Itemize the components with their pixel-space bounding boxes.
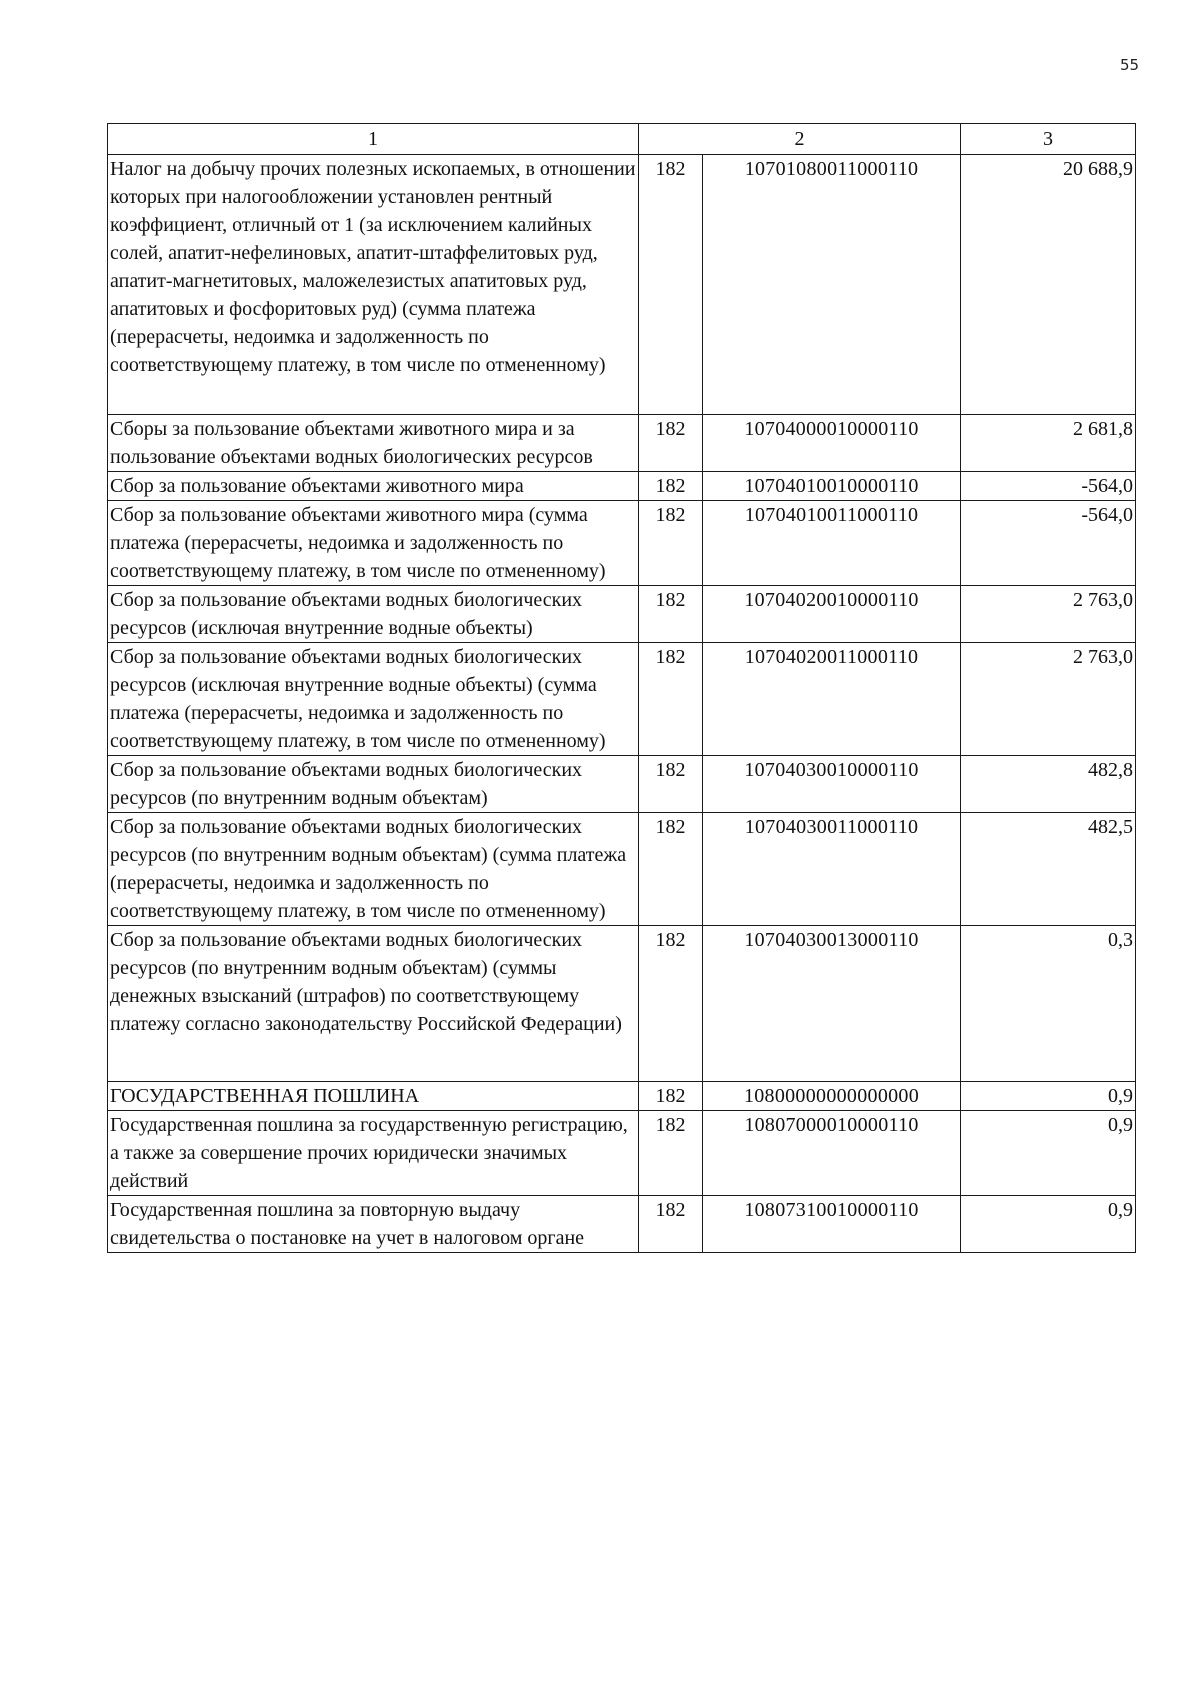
row-name: Сбор за пользование объектами водных биологических ресурсов (по внутренним водным объектам) (суммы денежных взысканий (штрафов) по соответствующему платежу согласно законодательству Российской Федерации) <box>108 926 639 1082</box>
row-name: Сбор за пользование объектами животного мира <box>108 472 639 501</box>
table-row <box>108 1082 1136 1111</box>
row-admin-code: 182 <box>639 1111 703 1196</box>
row-sum: 0,9 <box>961 1196 1136 1253</box>
row-budget-code: 10704020011000110 <box>703 643 961 756</box>
row-admin-code: 182 <box>639 155 703 415</box>
revenue-table <box>107 123 1136 1253</box>
row-name: Сбор за пользование объектами водных биологических ресурсов (по внутренним водным объектам) (сумма платежа (перерасчеты, недоимка и задолженность по соответствующему платежу, в том числе по отмененному) <box>108 813 639 926</box>
table-row <box>108 501 1136 586</box>
row-sum: 2 681,8 <box>961 415 1136 472</box>
row-budget-code: 10704000010000110 <box>703 415 961 472</box>
row-admin-code: 182 <box>639 1082 703 1111</box>
page-number: 55 <box>1120 56 1140 74</box>
row-name: Сбор за пользование объектами водных биологических ресурсов (по внутренним водным объектам) <box>108 756 639 813</box>
row-admin-code: 182 <box>639 926 703 1082</box>
row-budget-code: 10701080011000110 <box>703 155 961 415</box>
row-name: Государственная пошлина за государственную регистрацию, а также за совершение прочих юридически значимых действий <box>108 1111 639 1196</box>
row-name: Сбор за пользование объектами животного мира (сумма платежа (перерасчеты, недоимка и задолженность по соответствующему платежу, в том числе по отмененному) <box>108 501 639 586</box>
table-row <box>108 643 1136 756</box>
table-header-row <box>108 124 1136 155</box>
row-name: Сбор за пользование объектами водных биологических ресурсов (исключая внутренние водные объекты) <box>108 586 639 643</box>
header-col-3: 3 <box>961 124 1136 155</box>
row-admin-code: 182 <box>639 1196 703 1253</box>
row-sum: 2 763,0 <box>961 586 1136 643</box>
row-admin-code: 182 <box>639 643 703 756</box>
row-sum: 0,3 <box>961 926 1136 1082</box>
row-sum: -564,0 <box>961 501 1136 586</box>
header-col-1: 1 <box>108 124 639 155</box>
row-name: Государственная пошлина за повторную выдачу свидетельства о постановке на учет в налоговом органе <box>108 1196 639 1253</box>
row-admin-code: 182 <box>639 415 703 472</box>
row-sum: 20 688,9 <box>961 155 1136 415</box>
row-sum: 482,8 <box>961 756 1136 813</box>
table-row <box>108 1196 1136 1253</box>
table-row <box>108 415 1136 472</box>
table-row <box>108 586 1136 643</box>
row-budget-code: 10807310010000110 <box>703 1196 961 1253</box>
row-admin-code: 182 <box>639 586 703 643</box>
row-budget-code: 10704030010000110 <box>703 756 961 813</box>
row-sum: 482,5 <box>961 813 1136 926</box>
row-budget-code: 10704010011000110 <box>703 501 961 586</box>
row-admin-code: 182 <box>639 756 703 813</box>
row-sum: 0,9 <box>961 1082 1136 1111</box>
table-row <box>108 756 1136 813</box>
row-name: ГОСУДАРСТВЕННАЯ ПОШЛИНА <box>108 1082 639 1111</box>
row-sum: 2 763,0 <box>961 643 1136 756</box>
table-row <box>108 472 1136 501</box>
table-row <box>108 1111 1136 1196</box>
table-row <box>108 155 1136 415</box>
row-sum: -564,0 <box>961 472 1136 501</box>
row-name: Налог на добычу прочих полезных ископаемых, в отношении которых при налогообложении установлен рентный коэффициент, отличный от 1 (за исключением калийных солей, апатит-нефелиновых, апатит-штаффелитовых руд, апатит-магнетитовых, маложелезистых апатитовых руд, апатитовых и фосфоритовых руд) (сумма платежа (перерасчеты, недоимка и задолженность по соответствующему платежу, в том числе по отмененному) <box>108 155 639 415</box>
row-admin-code: 182 <box>639 813 703 926</box>
header-col-2: 2 <box>639 124 961 155</box>
row-budget-code: 10704030011000110 <box>703 813 961 926</box>
table-row <box>108 813 1136 926</box>
row-name: Сборы за пользование объектами животного мира и за пользование объектами водных биологических ресурсов <box>108 415 639 472</box>
table-row <box>108 926 1136 1082</box>
row-budget-code: 10800000000000000 <box>703 1082 961 1111</box>
row-budget-code: 10704010010000110 <box>703 472 961 501</box>
row-budget-code: 10704030013000110 <box>703 926 961 1082</box>
row-admin-code: 182 <box>639 472 703 501</box>
row-budget-code: 10807000010000110 <box>703 1111 961 1196</box>
row-name: Сбор за пользование объектами водных биологических ресурсов (исключая внутренние водные объекты) (сумма платежа (перерасчеты, недоимка и задолженность по соответствующему платежу, в том числе по отмененному) <box>108 643 639 756</box>
row-sum: 0,9 <box>961 1111 1136 1196</box>
row-admin-code: 182 <box>639 501 703 586</box>
row-budget-code: 10704020010000110 <box>703 586 961 643</box>
